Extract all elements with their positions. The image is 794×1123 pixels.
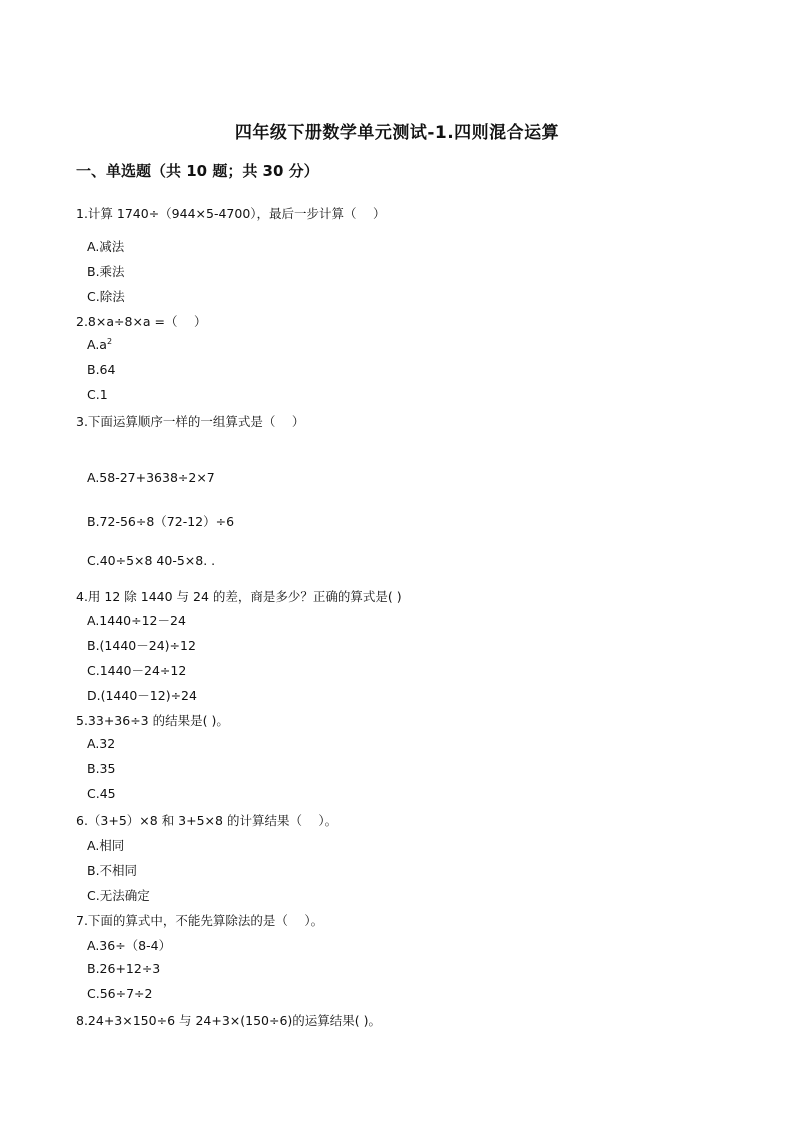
- question-stem: 1.计算 1740÷（944×5-4700），最后一步计算（ ）: [76, 206, 386, 221]
- option-c[interactable]: C.45: [87, 786, 116, 801]
- option-a-exponent: 2: [106, 337, 113, 346]
- option-a[interactable]: A.58-27+3638÷2×7: [87, 470, 215, 485]
- question-stem: 6.（3+5）×8 和 3+5×8 的计算结果（ ）。: [76, 813, 338, 828]
- option-a[interactable]: A.1440÷12－24: [87, 613, 186, 628]
- option-a-label: A.a: [87, 337, 107, 353]
- option-c[interactable]: C.40÷5×8 40-5×8. .: [87, 553, 216, 568]
- option-a[interactable]: A.36÷（8-4）: [87, 938, 172, 953]
- option-b[interactable]: B.26+12÷3: [87, 961, 161, 976]
- question-stem: 7.下面的算式中，不能先算除法的是（ ）。: [76, 913, 324, 928]
- document-title: 四年级下册数学单元测试-1.四则混合运算: [234, 123, 560, 143]
- question-stem: 2.8×a÷8×a =（ ）: [76, 314, 207, 329]
- option-a[interactable]: A.相同: [87, 838, 125, 853]
- option-a[interactable]: A.减法: [87, 239, 125, 254]
- option-b[interactable]: B.72-56÷8（72-12）÷6: [87, 514, 235, 529]
- option-a[interactable]: [87, 337, 112, 352]
- option-c[interactable]: C.1: [87, 387, 108, 402]
- question-stem: 4.用 12 除 1440 与 24 的差，商是多少？正确的算式是( ): [76, 589, 402, 604]
- question-stem: 3.下面运算顺序一样的一组算式是（ ）: [76, 414, 305, 429]
- question-stem: 5.33+36÷3 的结果是( )。: [76, 713, 229, 728]
- option-b[interactable]: B.不相同: [87, 863, 138, 878]
- option-c[interactable]: C.无法确定: [87, 888, 150, 903]
- option-b[interactable]: B.35: [87, 761, 116, 776]
- section-heading: 一、单选题（共 10 题；共 30 分）: [76, 162, 319, 180]
- option-b[interactable]: B.乘法: [87, 264, 125, 279]
- question-stem: 8.24+3×150÷6 与 24+3×(150÷6)的运算结果( )。: [76, 1013, 382, 1028]
- option-c[interactable]: C.除法: [87, 289, 125, 304]
- option-c[interactable]: C.56÷7÷2: [87, 986, 153, 1001]
- option-b[interactable]: B.64: [87, 362, 116, 377]
- option-c[interactable]: C.1440－24÷12: [87, 663, 187, 678]
- option-d[interactable]: D.(1440－12)÷24: [87, 688, 197, 703]
- option-a[interactable]: A.32: [87, 736, 116, 751]
- option-b[interactable]: B.(1440－24)÷12: [87, 638, 196, 653]
